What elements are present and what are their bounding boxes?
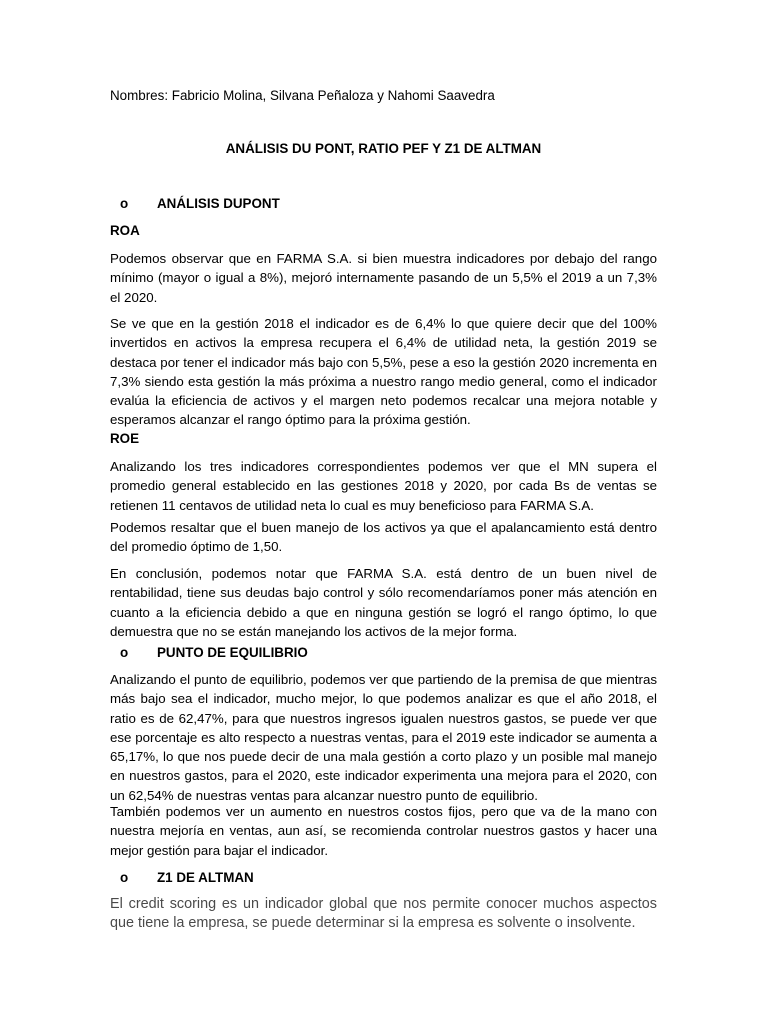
paragraph-roe-3: En conclusión, podemos notar que FARMA S.A. está dentro de un buen nivel de rentabilidad, tiene sus deudas bajo control y sólo recomendaríamos poner más atención en cuanto a la eficiencia debido a que en ninguna gestión se logró el rango óptimo, lo que demuestra que no se están manejando los activos de la mejor forma. (110, 566, 657, 639)
paragraph-roe-1: Analizando los tres indicadores correspondientes podemos ver que el MN supera el promedio general establecido en las gestiones 2018 y 2020, por cada Bs de ventas se retienen 11 centavos de utilidad neta lo cual es muy beneficioso para FARMA S.A. (110, 459, 657, 513)
paragraph-roa-2: Se ve que en la gestión 2018 el indicador es de 6,4% lo que quiere decir que del 100% invertidos en activos la empresa recupera el 6,4% de utilidad neta, la gestión 2019 se destaca por tener el indicador más bajo con 5,5%, pese a eso la gestión 2020 incrementa en 7,3% siendo esta gestión la más próxima a nuestro rango medio general, como el indicador evalúa la eficiencia de activos y el margen neto podemos recalcar una mejora notable y esperamos alcanzar el rango óptimo para la próxima gestión. (110, 316, 657, 428)
section-heading-altman (120, 869, 254, 887)
paragraph-equilibrio-1: Analizando el punto de equilibrio, podemos ver que partiendo de la premisa de que mientras más bajo sea el indicador, mucho mejor, lo que podemos analizar es que el año 2018, el ratio es de 62,47%, para que nuestros ingresos igualen nuestros gastos, se puede ver que ese porcentaje es alto respecto a nuestras ventas, para el 2019 este indicador se aumenta a 65,17%, lo que nos puede decir de una mala gestión a corto plazo y un posible mal manejo en nuestros gastos, para el 2020, este indicador experimenta una mejora para el 2020, con un 62,54% de nuestras ventas para alcanzar nuestro punto de equilibrio. (110, 672, 657, 803)
paragraph-roe-2: Podemos resaltar que el buen manejo de los activos ya que el apalancamiento está dentro del promedio óptimo de 1,50. (110, 520, 657, 555)
document-title: ANÁLISIS DU PONT, RATIO PEF Y Z1 DE ALTMAN (225, 141, 542, 156)
bullet-marker: o (120, 645, 129, 660)
section-heading-equilibrio (120, 644, 308, 662)
document-page (110, 0, 657, 1024)
bullet-marker: o (120, 870, 129, 885)
subheading-roe: ROE (110, 431, 140, 446)
section-heading-dupont (120, 195, 280, 213)
bullet-marker: o (120, 196, 129, 211)
paragraph-equilibrio-2: También podemos ver un aumento en nuestros costos fijos, pero que va de la mano con nuestra mejoría en ventas, aun así, se recomienda controlar nuestros gastos y hacer una mejor gestión para bajar el indicador. (110, 804, 657, 858)
section-heading-label: Z1 DE ALTMAN (157, 870, 254, 885)
authors-line: Nombres: Fabricio Molina, Silvana Peñaloza y Nahomi Saavedra (110, 88, 495, 103)
paragraph-altman-1: El credit scoring es un indicador global que nos permite conocer muchos aspectos que tiene la empresa, se puede determinar si la empresa es solvente o insolvente. (110, 896, 657, 931)
subheading-roa: ROA (110, 223, 140, 238)
section-heading-label: ANÁLISIS DUPONT (157, 196, 280, 211)
paragraph-roa-1: Podemos observar que en FARMA S.A. si bien muestra indicadores por debajo del rango mínimo (mayor o igual a 8%), mejoró internamente pasando de un 5,5% el 2019 a un 7,3% el 2020. (110, 251, 657, 305)
section-heading-label: PUNTO DE EQUILIBRIO (157, 645, 308, 660)
